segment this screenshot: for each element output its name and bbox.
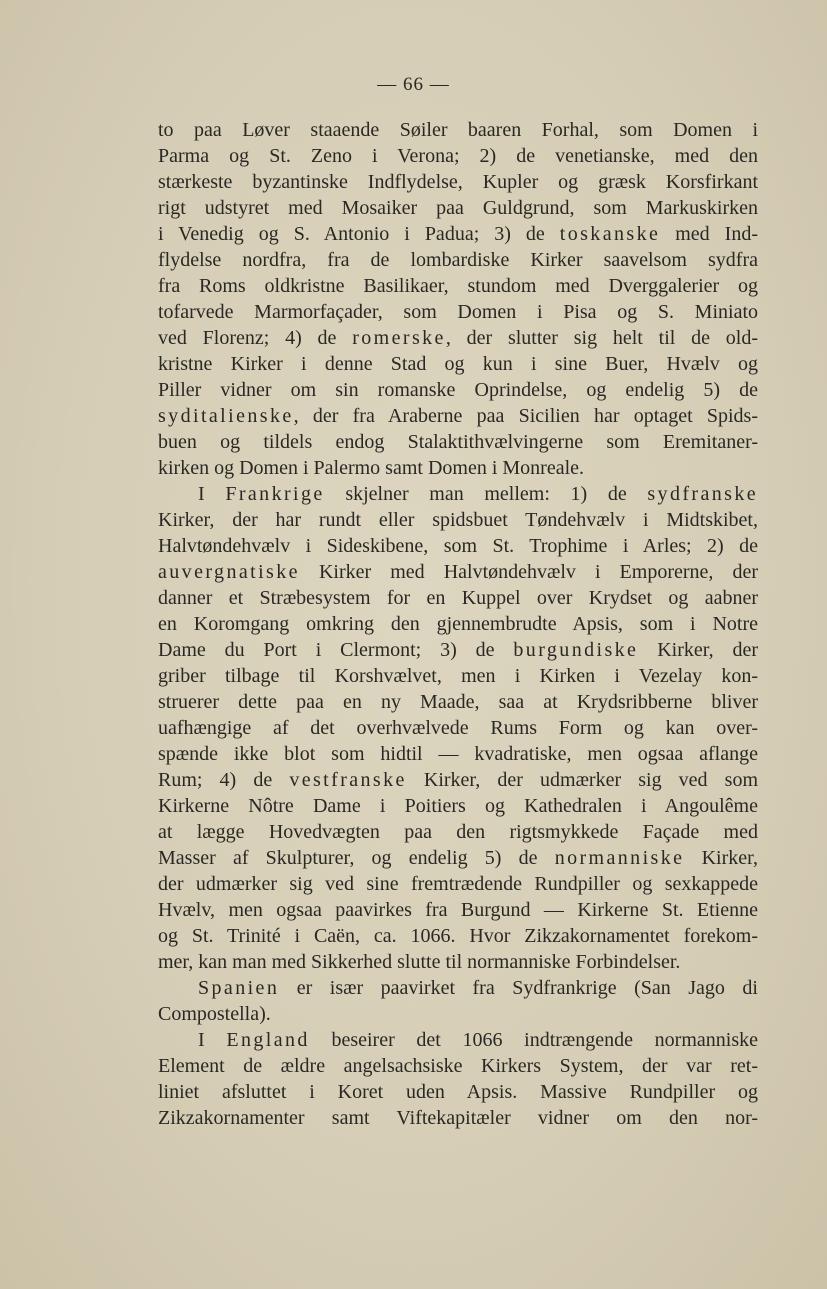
- text-segment: Kirker, der: [638, 639, 759, 661]
- text-segment: Kirker, der udmærker sig ved som: [406, 769, 758, 791]
- spaced-emphasis: normanniske: [554, 847, 685, 869]
- text-line: Parma og St. Zeno i Verona; 2) de venetianske, med den: [158, 145, 758, 167]
- text-line: Zikzakornamenter samt Viftekapitæler vidner om den nor-: [158, 1107, 758, 1129]
- text-segment: i Venedig og S. Antonio i Padua; 3) de: [158, 223, 560, 245]
- text-line: [158, 481, 758, 507]
- text-line: Element de ældre angelsachsiske Kirkers System, der var ret-: [158, 1055, 758, 1077]
- text-line: spænde ikke blot som hidtil — kvadratiske, men ogsaa aflange: [158, 743, 758, 765]
- text-line: der udmærker sig ved sine fremtrædende Rundpiller og sexkappede: [158, 873, 758, 895]
- text-line: [158, 767, 758, 793]
- text-line: [158, 559, 758, 585]
- text-line: Hvælv, men ogsaa paavirkes fra Burgund — Kirkerne St. Etienne: [158, 899, 758, 921]
- text-segment: , der slutter sig helt til de old-: [445, 327, 758, 349]
- text-line: danner et Stræbesystem for en Kuppel over Krydset og aabner: [158, 587, 758, 609]
- text-segment: Dame du Port i Clermont; 3) de: [158, 639, 514, 661]
- spaced-emphasis: auvergnatiske: [158, 561, 300, 583]
- text-line: [158, 221, 758, 247]
- text-line: griber tilbage til Korshvælvet, men i Kirken i Vezelay kon-: [158, 665, 758, 687]
- text-line: liniet afsluttet i Koret uden Apsis. Massive Rundpiller og: [158, 1081, 758, 1103]
- spaced-emphasis: sydfranske: [647, 483, 758, 505]
- spaced-emphasis: romerske: [352, 327, 446, 349]
- text-line: Compostella).: [158, 1003, 271, 1025]
- text-segment: Rum; 4) de: [158, 769, 290, 791]
- text-line: Kirker, der har rundt eller spidsbuet Tøndehvælv i Midtskibet,: [158, 509, 758, 531]
- body-text: [158, 117, 758, 1131]
- text-line: [158, 1027, 758, 1053]
- text-segment: I: [198, 483, 226, 505]
- text-segment: Kirker,: [684, 847, 758, 869]
- text-line: stærkeste byzantinske Indflydelse, Kupler og græsk Korsfirkant: [158, 171, 758, 193]
- spaced-emphasis: syditalienske: [158, 405, 294, 427]
- text-line: buen og tildels endog Stalaktithvælvingerne som Eremitaner-: [158, 431, 758, 453]
- text-line: rigt udstyret med Mosaiker paa Guldgrund, som Markuskirken: [158, 197, 758, 219]
- text-line: fra Roms oldkristne Basilikaer, stundom med Dverggalerier og: [158, 275, 758, 297]
- text-segment: skjelner man mellem: 1) de: [324, 483, 648, 505]
- text-line: tofarvede Marmorfaçader, som Domen i Pisa og S. Miniato: [158, 301, 758, 323]
- text-line: kirken og Domen i Palermo samt Domen i Monreale.: [158, 457, 585, 479]
- text-segment: , der fra Araberne paa Sicilien har optaget Spids-: [293, 405, 758, 427]
- text-line: [158, 325, 758, 351]
- spaced-emphasis: Spanien: [198, 977, 280, 999]
- spaced-emphasis: toskanske: [559, 223, 661, 245]
- spaced-emphasis: burgundiske: [513, 639, 639, 661]
- text-segment: Masser af Skulpturer, og endelig 5) de: [158, 847, 555, 869]
- text-segment: Kirker med Halvtøndehvælv i Emporerne, der: [299, 561, 758, 583]
- page-number: — 66 —: [377, 74, 450, 95]
- spaced-emphasis: Frankrige: [225, 483, 325, 505]
- text-line: mer, kan man med Sikkerhed slutte til normanniske Forbindelser.: [158, 951, 681, 973]
- text-segment: med Ind-: [660, 223, 758, 245]
- text-line: flydelse nordfra, fra de lombardiske Kirker saavelsom sydfra: [158, 249, 758, 271]
- text-line: Halvtøndehvælv i Sideskibene, som St. Trophime i Arles; 2) de: [158, 535, 758, 557]
- text-line: og St. Trinité i Caën, ca. 1066. Hvor Zikzakornamentet forekom-: [158, 925, 758, 947]
- spaced-emphasis: England: [226, 1029, 310, 1051]
- text-line: [158, 403, 758, 429]
- spaced-emphasis: vestfranske: [289, 769, 407, 791]
- text-line: uafhængige af det overhvælvede Rums Form og kan over-: [158, 717, 758, 739]
- text-segment: ved Florenz; 4) de: [158, 327, 353, 349]
- text-line: to paa Løver staaende Søiler baaren Forhal, som Domen i: [158, 119, 758, 141]
- text-segment: er især paavirket fra Sydfrankrige (San Jago di: [279, 977, 758, 999]
- text-line: [158, 845, 758, 871]
- text-line: Kirkerne Nôtre Dame i Poitiers og Kathedralen i Angoulême: [158, 795, 758, 817]
- text-line: [158, 975, 758, 1001]
- text-line: en Koromgang omkring den gjennembrudte Apsis, som i Notre: [158, 613, 758, 635]
- text-line: kristne Kirker i denne Stad og kun i sine Buer, Hvælv og: [158, 353, 758, 375]
- text-line: struerer dette paa en ny Maade, saa at Krydsribberne bliver: [158, 691, 758, 713]
- text-line: Piller vidner om sin romanske Oprindelse, og endelig 5) de: [158, 379, 758, 401]
- text-segment: beseirer det 1066 indtrængende normanniske: [309, 1029, 758, 1051]
- text-line: at lægge Hovedvægten paa den rigtsmykkede Façade med: [158, 821, 758, 843]
- text-line: [158, 637, 758, 663]
- text-segment: I: [198, 1029, 227, 1051]
